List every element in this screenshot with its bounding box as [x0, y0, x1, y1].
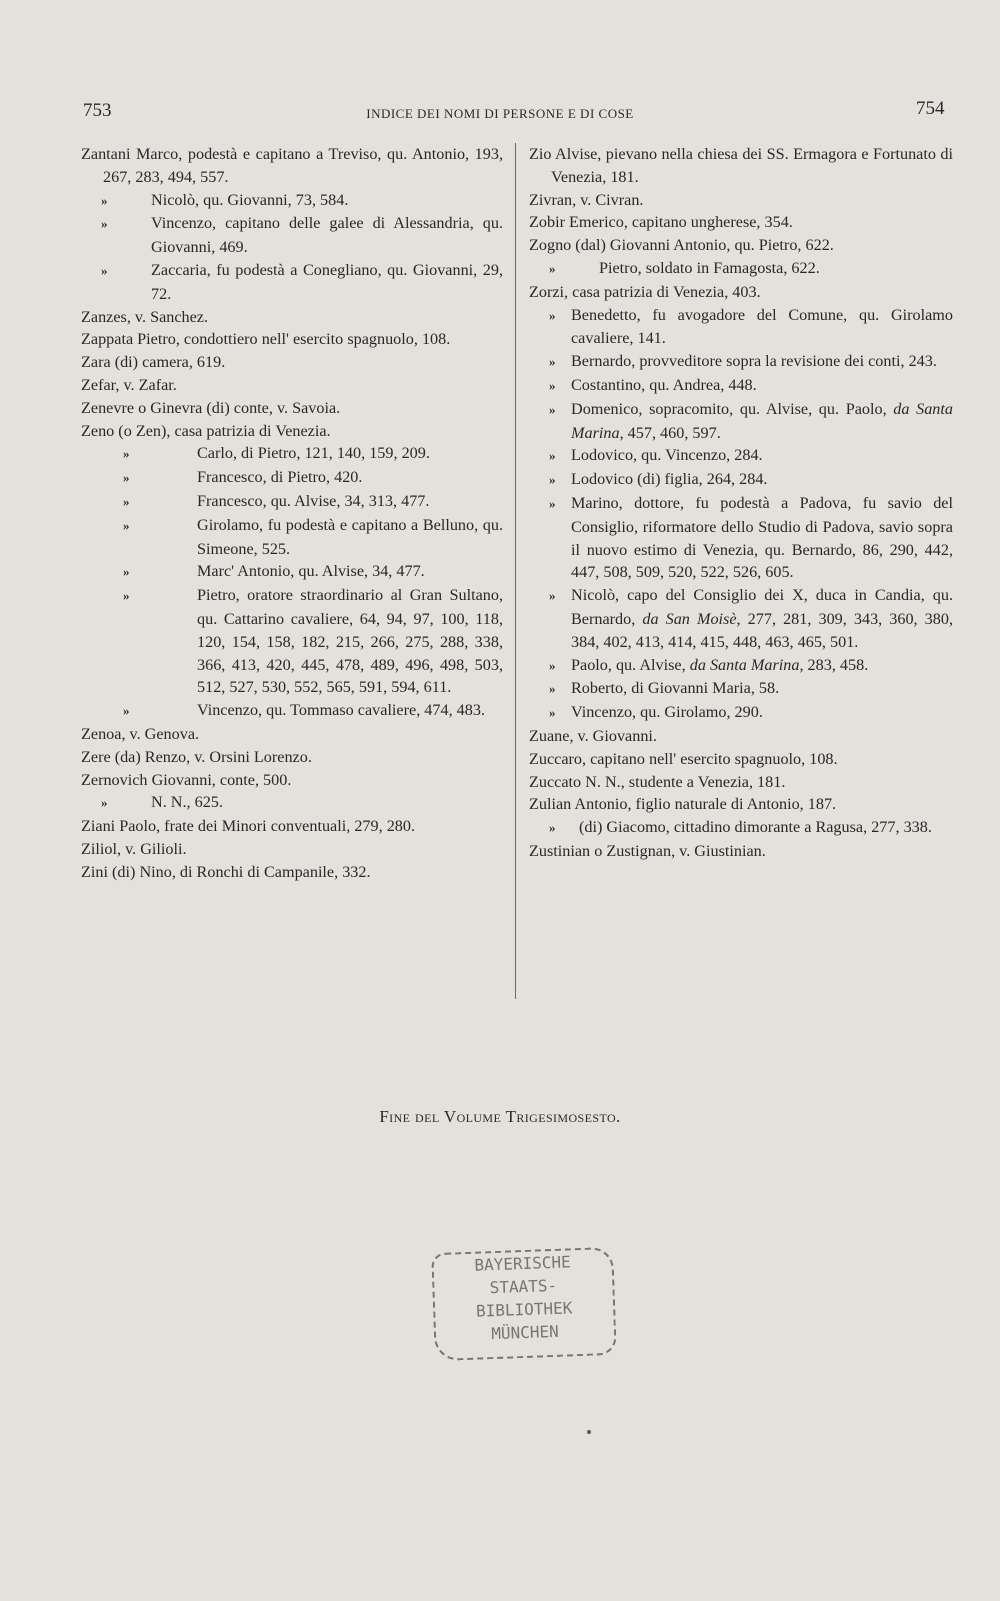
entry-text: Zantani Marco, podestà e capitano a Treviso, qu. Antonio, 193, 267, 283, 494, 557. — [81, 145, 503, 186]
stamp-line: STAATS- — [489, 1275, 558, 1298]
ditto-mark: » — [123, 564, 130, 580]
entry-text: Lodovico, qu. Vincenzo, 284. — [571, 446, 763, 465]
entry-text: Zini (di) Nino, di Ronchi di Campanile, 332. — [81, 862, 371, 881]
ditto-mark: » — [549, 820, 556, 836]
entry-text: Zobir Emerico, capitano ungherese, 354. — [529, 213, 793, 232]
index-entry — [529, 468, 953, 492]
ditto-mark: » — [549, 354, 556, 370]
ditto-mark: » — [549, 260, 556, 276]
column-divider — [515, 143, 516, 999]
index-entry — [81, 514, 503, 561]
entry-text: Zulian Antonio, figlio naturale di Antonio, 187. — [529, 795, 837, 814]
index-entry — [81, 143, 503, 189]
index-entry — [529, 725, 953, 748]
stamp-line: MÜNCHEN — [490, 1321, 560, 1344]
index-entry — [81, 259, 503, 306]
volume-end-note: Fine del Volume Trigesimosesto. — [379, 1107, 621, 1126]
page-number-left: 753 — [83, 100, 112, 121]
index-entry — [529, 189, 953, 212]
entry-italic: da San Moisè — [642, 609, 737, 628]
index-entry — [81, 212, 503, 259]
index-entry — [529, 211, 953, 234]
entry-text: Zaccaria, fu podestà a Conegliano, qu. Giovanni, 29, 72. — [151, 260, 503, 303]
index-entry — [81, 584, 503, 699]
ditto-mark: » — [549, 307, 556, 323]
entry-text: (di) Giacomo, cittadino dimorante a Ragusa, 277, 338. — [579, 818, 932, 837]
entry-text-after: , 277, 281, 309, 343, 360, 380, 384, 402, 413, 414, 415, 448, 463, 465, 501. — [571, 609, 954, 651]
ditto-mark: » — [101, 262, 108, 278]
entry-text: Zara (di) camera, 619. — [81, 353, 226, 372]
index-entry — [529, 816, 953, 840]
index-entry — [529, 677, 953, 701]
index-entry — [81, 189, 503, 213]
index-entry — [81, 306, 503, 329]
ditto-mark: » — [123, 470, 130, 486]
ink-speck — [587, 1430, 591, 1434]
entry-italic: da Santa Marina — [689, 655, 800, 674]
entry-text: Domenico, sopracomito, qu. Alvise, qu. Paolo, — [571, 399, 894, 418]
index-entry — [81, 560, 503, 584]
index-entry — [81, 442, 503, 466]
entry-text: Zanzes, v. Sanchez. — [81, 307, 209, 326]
index-entry — [529, 304, 953, 351]
entry-text: Marino, dottore, fu podestà a Padova, fu savio del Consiglio, riformatore dello Studio di Padova, savio sopra il nuovo estimo di Venezia, qu. Bernardo, 86, 290, 442, 447, 508, 509, 520, 522, 526, 605. — [571, 493, 953, 582]
index-entry — [81, 466, 503, 490]
index-column-left — [81, 143, 503, 884]
entry-text: Benedetto, fu avogadore del Comune, qu. Girolamo cavaliere, 141. — [571, 305, 953, 348]
index-entry — [529, 398, 953, 445]
index-entry — [81, 815, 503, 838]
index-entry — [529, 444, 953, 468]
entry-text: Bernardo, provveditore sopra la revisione dei conti, 243. — [571, 352, 937, 371]
entry-text: Nicolò, qu. Giovanni, 73, 584. — [151, 190, 349, 209]
entry-text: Francesco, di Pietro, 420. — [197, 468, 363, 487]
index-entry — [529, 374, 953, 398]
entry-text: Zuccaro, capitano nell' esercito spagnuolo, 108. — [529, 749, 838, 768]
index-entry — [529, 840, 953, 863]
entry-text-after: , 283, 458. — [799, 655, 869, 674]
index-entry — [81, 699, 503, 723]
ditto-mark: » — [101, 216, 108, 232]
ditto-mark: » — [123, 446, 130, 462]
index-entry — [529, 654, 953, 678]
ditto-mark: » — [549, 377, 556, 393]
index-entry — [529, 492, 953, 584]
entry-text: Zenevre o Ginevra (di) conte, v. Savoia. — [81, 398, 341, 417]
ditto-mark: » — [101, 192, 108, 208]
index-entry — [529, 771, 953, 794]
index-entry — [529, 281, 953, 304]
index-entry — [81, 723, 503, 746]
entry-text: Zogno (dal) Giovanni Antonio, qu. Pietro, 622. — [529, 236, 834, 255]
entry-text: Paolo, qu. Alvise, — [571, 655, 690, 674]
entry-text: Zio Alvise, pievano nella chiesa dei SS. Ermagora e Fortunato di Venezia, 181. — [529, 145, 953, 186]
ditto-mark: » — [549, 448, 556, 464]
entry-text: N. N., 625. — [151, 793, 223, 812]
index-entry — [81, 420, 503, 443]
index-column-right — [529, 143, 953, 863]
index-entry — [81, 490, 503, 514]
ditto-mark: » — [549, 705, 556, 721]
index-entry — [529, 793, 953, 816]
entry-text: Costantino, qu. Andrea, 448. — [571, 375, 757, 394]
entry-text: Zenoa, v. Genova. — [81, 724, 200, 743]
entry-text: Zere (da) Renzo, v. Orsini Lorenzo. — [81, 747, 312, 766]
library-stamp — [431, 1247, 617, 1361]
index-entry — [529, 701, 953, 725]
index-entry — [529, 234, 953, 257]
entry-text: Zustinian o Zustignan, v. Giustinian. — [529, 841, 766, 860]
stamp-line: BIBLIOTHEK — [475, 1298, 573, 1321]
entry-text: Vincenzo, qu. Tommaso cavaliere, 474, 483. — [197, 701, 485, 720]
entry-text: Vincenzo, qu. Girolamo, 290. — [571, 703, 763, 722]
entry-text: Lodovico (di) figlia, 264, 284. — [571, 470, 768, 489]
entry-text: Vincenzo, capitano delle galee di Alessandria, qu. Giovanni, 469. — [151, 214, 503, 257]
ditto-mark: » — [549, 681, 556, 697]
ditto-mark: » — [549, 588, 556, 604]
ditto-mark: » — [123, 517, 130, 533]
index-entry — [81, 397, 503, 420]
entry-text: Pietro, soldato in Famagosta, 622. — [599, 258, 820, 277]
running-head: INDICE DEI NOMI DI PERSONE E DI COSE — [366, 106, 634, 121]
entry-text-after: , 457, 460, 597. — [619, 423, 721, 442]
entry-text: Zuane, v. Giovanni. — [529, 726, 657, 745]
entry-text: Roberto, di Giovanni Maria, 58. — [571, 679, 780, 698]
entry-text: Zivran, v. Civran. — [529, 190, 644, 209]
index-entry — [529, 584, 953, 653]
ditto-mark: » — [123, 703, 130, 719]
index-entry — [81, 746, 503, 769]
ditto-mark: » — [549, 495, 556, 511]
index-entry — [529, 350, 953, 374]
entry-text: Francesco, qu. Alvise, 34, 313, 477. — [197, 491, 430, 510]
entry-text: Zefar, v. Zafar. — [81, 375, 177, 394]
index-entry — [81, 328, 503, 351]
entry-italic: da Santa Marina — [571, 399, 953, 442]
entry-text: Pietro, oratore straordinario al Gran Sultano, qu. Cattarino cavaliere, 64, 94, 97, 100, 118, 120, 154, 158, 182, 215, 266, 275, 288, 338, 366, 413, 420, 445, 478, 489, 496, 498, 503, 512, 527, 530, 552, 565, 591, 594, 611. — [197, 586, 503, 697]
ditto-mark: » — [123, 493, 130, 509]
index-entry — [81, 838, 503, 861]
entry-text: Girolamo, fu podestà e capitano a Belluno, qu. Simeone, 525. — [197, 515, 503, 558]
ditto-mark: » — [549, 657, 556, 673]
index-entry — [529, 143, 953, 189]
index-entry — [529, 748, 953, 771]
index-entry — [81, 769, 503, 792]
entry-text: Ziani Paolo, frate dei Minori conventuali, 279, 280. — [81, 817, 416, 836]
index-entry — [529, 257, 953, 281]
entry-text: Zorzi, casa patrizia di Venezia, 403. — [529, 282, 761, 301]
ditto-mark: » — [101, 795, 108, 811]
index-entry — [81, 374, 503, 397]
entry-text: Marc' Antonio, qu. Alvise, 34, 477. — [197, 562, 425, 581]
entry-text: Nicolò, capo del Consiglio dei X, duca in Candia, qu. Bernardo, — [571, 586, 953, 628]
entry-text: Zuccato N. N., studente a Venezia, 181. — [529, 772, 786, 791]
ditto-mark: » — [549, 472, 556, 488]
index-entry — [81, 351, 503, 374]
entry-text: Ziliol, v. Gilioli. — [81, 839, 187, 858]
entry-text: Carlo, di Pietro, 121, 140, 159, 209. — [197, 444, 430, 463]
page-number-right: 754 — [916, 98, 945, 119]
ditto-mark: » — [549, 401, 556, 417]
index-entry — [81, 861, 503, 884]
entry-text: Zernovich Giovanni, conte, 500. — [81, 770, 292, 789]
entry-text: Zappata Pietro, condottiero nell' esercito spagnuolo, 108. — [81, 330, 451, 349]
ditto-mark: » — [123, 588, 130, 604]
index-entry — [81, 791, 503, 815]
stamp-line: BAYERISCHE — [474, 1252, 572, 1275]
entry-text: Zeno (o Zen), casa patrizia di Venezia. — [81, 421, 331, 440]
